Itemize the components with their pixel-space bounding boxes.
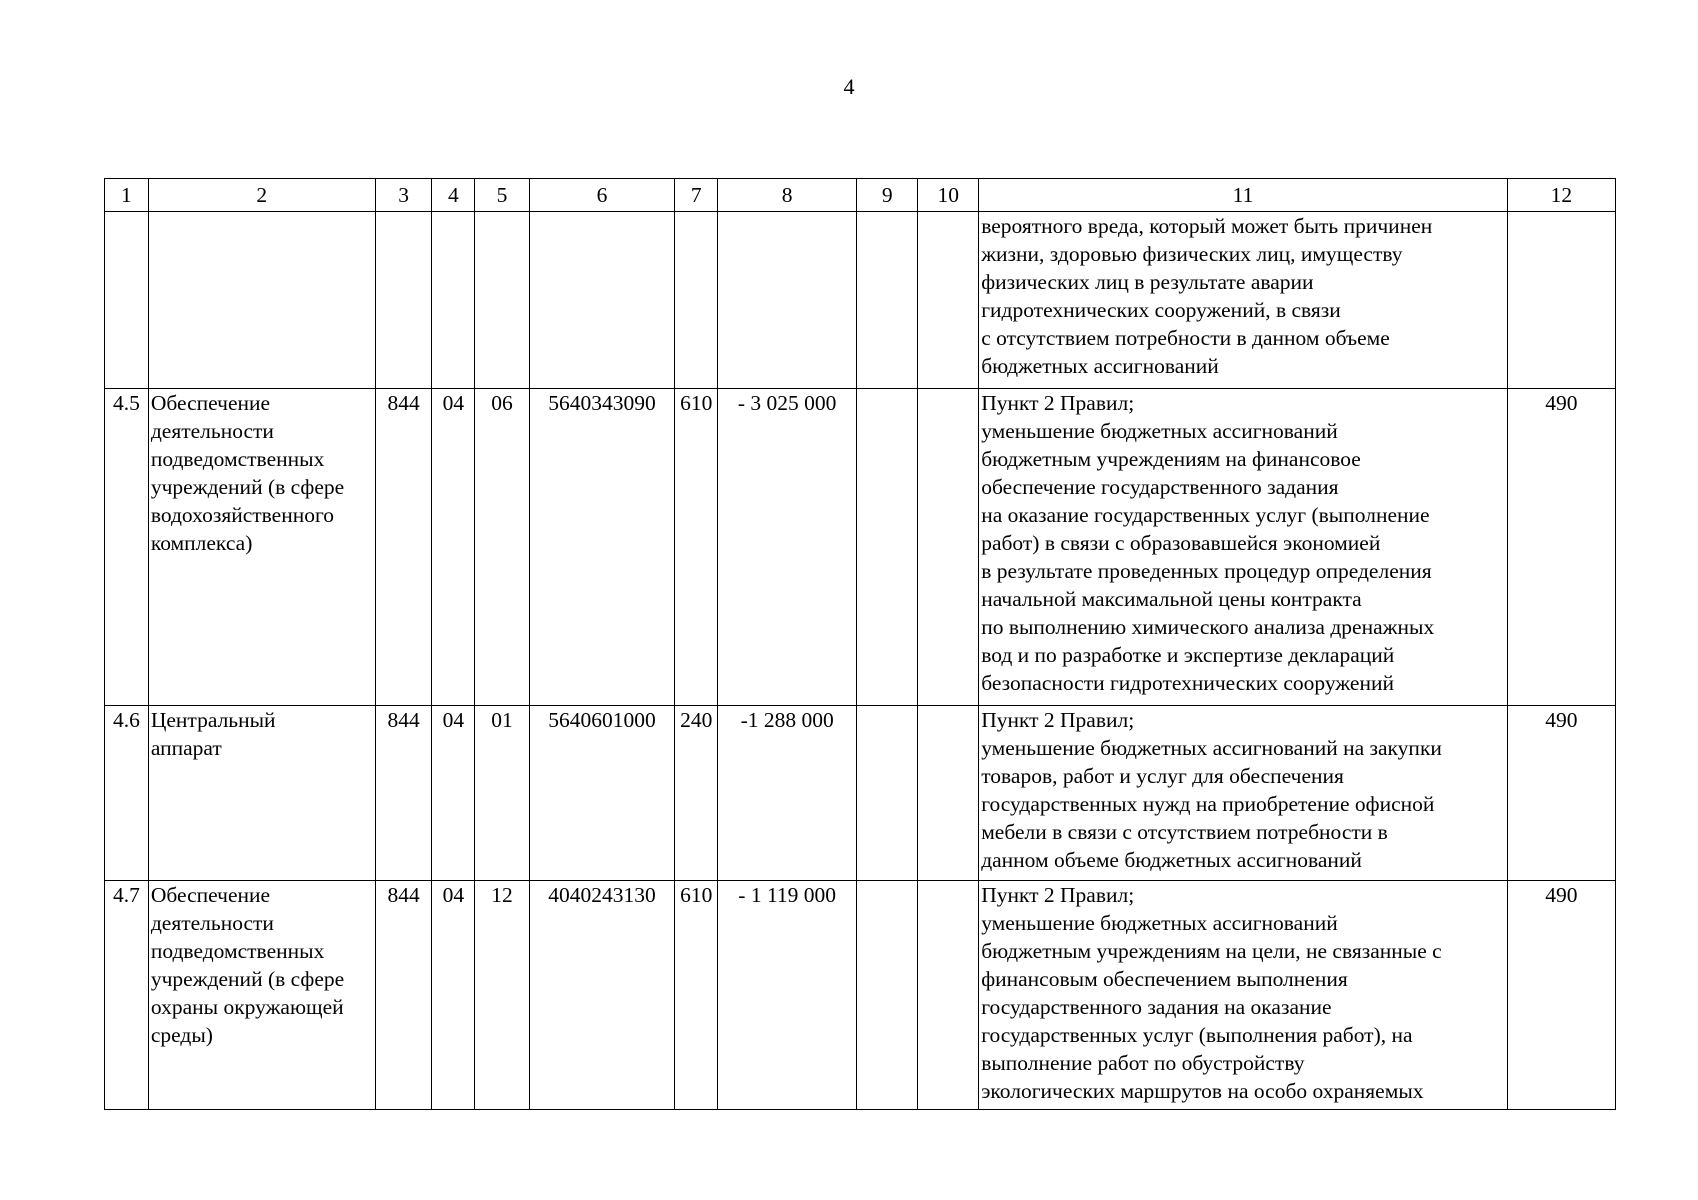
- reason-line: уменьшение бюджетных ассигнований на закупки: [981, 736, 1442, 760]
- reason-line: Пункт 2 Правил;: [981, 708, 1135, 732]
- header-cell: 5: [475, 179, 530, 212]
- table-row: [105, 706, 1616, 881]
- cell-col12: 490: [1507, 881, 1615, 1110]
- header-cell: 2: [148, 179, 375, 212]
- row-name: [148, 212, 375, 389]
- cell-col10: [918, 212, 979, 389]
- header-cell: 1: [105, 179, 149, 212]
- header-cell: 9: [857, 179, 918, 212]
- cell-col7: 240: [675, 706, 718, 881]
- cell-col3: [375, 212, 432, 389]
- header-cell: 6: [529, 179, 675, 212]
- cell-col10: [918, 881, 979, 1110]
- cell-col12: [1507, 212, 1615, 389]
- cell-col4: 04: [432, 389, 475, 706]
- name-line: Обеспечение: [150, 883, 271, 907]
- reason-line: по выполнению химического анализа дренажных: [981, 615, 1435, 639]
- reason-line: Пункт 2 Правил;: [981, 883, 1135, 907]
- cell-col9: [857, 706, 918, 881]
- cell-col9: [857, 212, 918, 389]
- name-line: аппарат: [150, 736, 222, 760]
- cell-amount: -1 288 000: [718, 706, 857, 881]
- cell-col5: 01: [475, 706, 530, 881]
- cell-col4: 04: [432, 706, 475, 881]
- reason-line: в результате проведенных процедур определения: [981, 559, 1432, 583]
- reason-line: товаров, работ и услуг для обеспечения: [981, 764, 1344, 788]
- header-cell: 12: [1507, 179, 1615, 212]
- reason-line: финансовым обеспечением выполнения: [981, 967, 1348, 991]
- reason-line: государственных нужд на приобретение офисной: [981, 792, 1435, 816]
- name-line: деятельности: [150, 911, 274, 935]
- cell-amount: [718, 212, 857, 389]
- cell-col7: [675, 212, 718, 389]
- reason-line: обеспечение государственного задания: [981, 475, 1339, 499]
- reason-line: с отсутствием потребности в данном объеме: [981, 326, 1390, 350]
- cell-col9: [857, 389, 918, 706]
- page-number: 4: [843, 74, 855, 99]
- cell-col5: 12: [475, 881, 530, 1110]
- name-line: Обеспечение: [150, 391, 271, 415]
- cell-reason: [979, 389, 1508, 706]
- name-line: среды): [150, 1023, 213, 1047]
- reason-line: мебели в связи с отсутствием потребности в: [981, 820, 1388, 844]
- cell-col4: [432, 212, 475, 389]
- reason-line: бюджетным учреждениям на цели, не связанные с: [981, 939, 1442, 963]
- cell-col6: 5640343090: [529, 389, 675, 706]
- reason-line: вод и по разработке и экспертизе деклараций: [981, 643, 1395, 667]
- cell-col12: 490: [1507, 706, 1615, 881]
- reason-line: государственного задания на оказание: [981, 995, 1332, 1019]
- row-number: [105, 212, 149, 389]
- reason-line: данном объеме бюджетных ассигнований: [981, 848, 1362, 872]
- cell-col10: [918, 706, 979, 881]
- reason-line: вероятного вреда, который может быть причинен: [981, 214, 1433, 238]
- cell-reason: [979, 212, 1508, 389]
- cell-amount: - 1 119 000: [718, 881, 857, 1110]
- cell-col7: 610: [675, 881, 718, 1110]
- row-number: 4.5: [105, 389, 149, 706]
- table-row: [105, 389, 1616, 706]
- reason-line: государственных услуг (выполнения работ), на: [981, 1023, 1413, 1047]
- name-line: охраны окружающей: [150, 995, 344, 1019]
- cell-col6: 5640601000: [529, 706, 675, 881]
- reason-line: начальной максимальной цены контракта: [981, 587, 1362, 611]
- cell-col5: [475, 212, 530, 389]
- reason-line: физических лиц в результате аварии: [981, 270, 1314, 294]
- name-line: учреждений (в сфере: [150, 475, 345, 499]
- reason-line: на оказание государственных услуг (выполнение: [981, 503, 1430, 527]
- table-row: [105, 212, 1616, 389]
- cell-col6: 4040243130: [529, 881, 675, 1110]
- cell-col6: [529, 212, 675, 389]
- cell-reason: [979, 706, 1508, 881]
- reason-line: жизни, здоровью физических лиц, имуществу: [981, 242, 1403, 266]
- row-name: [148, 389, 375, 706]
- budget-table: [104, 178, 1616, 1110]
- reason-line: уменьшение бюджетных ассигнований: [981, 419, 1338, 443]
- reason-line: безопасности гидротехнических сооружений: [981, 671, 1394, 695]
- cell-amount: - 3 025 000: [718, 389, 857, 706]
- reason-line: бюджетным учреждениям на финансовое: [981, 447, 1361, 471]
- cell-col7: 610: [675, 389, 718, 706]
- cell-col4: 04: [432, 881, 475, 1110]
- cell-col5: 06: [475, 389, 530, 706]
- cell-col3: 844: [375, 881, 432, 1110]
- reason-line: выполнение работ по обустройству: [981, 1051, 1305, 1075]
- cell-reason: [979, 881, 1508, 1110]
- reason-line: бюджетных ассигнований: [981, 354, 1219, 378]
- row-number: 4.7: [105, 881, 149, 1110]
- row-name: [148, 881, 375, 1110]
- name-line: учреждений (в сфере: [150, 967, 345, 991]
- header-cell: 11: [979, 179, 1508, 212]
- reason-line: гидротехнических сооружений, в связи: [981, 298, 1341, 322]
- header-cell: 8: [718, 179, 857, 212]
- table-row: [105, 881, 1616, 1110]
- name-line: подведомственных: [150, 447, 325, 471]
- header-cell: 7: [675, 179, 718, 212]
- header-cell: 3: [375, 179, 432, 212]
- cell-col10: [918, 389, 979, 706]
- reason-line: работ) в связи с образовавшейся экономией: [981, 531, 1381, 555]
- row-name: [148, 706, 375, 881]
- header-row: [105, 179, 1616, 212]
- cell-col3: 844: [375, 389, 432, 706]
- reason-line: Пункт 2 Правил;: [981, 391, 1135, 415]
- name-line: комплекса): [150, 531, 253, 555]
- name-line: подведомственных: [150, 939, 325, 963]
- cell-col12: 490: [1507, 389, 1615, 706]
- name-line: деятельности: [150, 419, 274, 443]
- header-cell: 10: [918, 179, 979, 212]
- row-number: 4.6: [105, 706, 149, 881]
- name-line: водохозяйственного: [150, 503, 335, 527]
- reason-line: экологических маршрутов на особо охраняемых: [981, 1079, 1424, 1103]
- cell-col9: [857, 881, 918, 1110]
- header-cell: 4: [432, 179, 475, 212]
- cell-col3: 844: [375, 706, 432, 881]
- reason-line: уменьшение бюджетных ассигнований: [981, 911, 1338, 935]
- name-line: Центральный: [150, 708, 276, 732]
